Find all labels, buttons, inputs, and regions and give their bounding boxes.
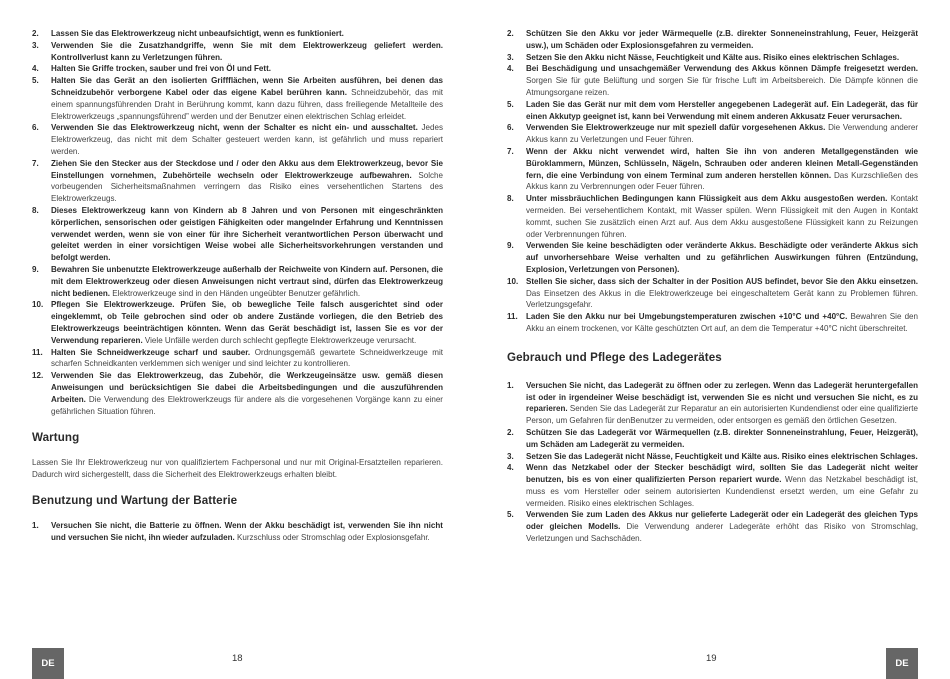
- item-normal-text: Die Verwendung des Elektrowerkzeugs für andere als die vorgesehenen Vorgänge kann zu einer gefährlichen Situation führen.: [51, 394, 443, 416]
- list-item: [507, 509, 918, 544]
- item-normal-text: Ordnungsgemäß gewartete Schneidwerkzeuge mit scharfen Schneidkanten verklemmen sich weniger und sind leichter zu kontrollieren.: [51, 347, 443, 369]
- item-number: 8.: [32, 205, 39, 215]
- language-tab-right: DE: [886, 648, 918, 679]
- left-page: [32, 28, 443, 543]
- item-normal-text: Solche vorbeugenden Sicherheitsmaßnahmen verringern das Risiko eines versehentlichen Startens des Elektrowerkzeugs.: [51, 170, 443, 204]
- list-item: [507, 52, 918, 64]
- wartung-paragraph: Lassen Sie Ihr Elektrowerkzeug nur von qualifiziertem Fachpersonal und nur mit Original-Ersatzteilen reparieren. Dadurch wird sichergestellt, dass die Sicherheit des Elektrowerkzeugs erhalten bleibt.: [32, 458, 443, 480]
- list-item: [32, 299, 443, 346]
- list-item: [507, 146, 918, 193]
- heading-wartung: Wartung: [32, 431, 80, 445]
- list-item: [32, 347, 443, 371]
- item-bold-text: Schützen Sie den Akku vor jeder Wärmequelle (z.B. direkter Sonneneinstrahlung, Feuer, Heizgerät usw.), um Schäden oder Explosionsgefahren zu vermeiden.: [526, 29, 918, 50]
- item-bold-text: Verwenden Sie zum Laden des Akkus nur gelieferte Ladegerät oder ein Ladegerät des gleichen Typs oder gleichen Modells.: [526, 510, 918, 532]
- list-item: [507, 122, 918, 146]
- item-normal-text: Kontakt vermeiden. Bei versehentlichem Kontakt, mit Wasser spülen. Wenn Flüssigkeit mit den Augen in Kontakt kommt, suchen Sie zusätzlich einen Arzt auf. Aus dem Akku ausgestoßene Flüssigkeit kann zu Reizungen oder Verbrennungen führen.: [526, 194, 919, 239]
- item-number: 6.: [32, 123, 39, 133]
- item-number: 10.: [507, 276, 519, 286]
- item-number: 9.: [507, 241, 514, 251]
- item-normal-text: Bewahren Sie den Akku an einem trockenen, vor Kälte geschützten Ort auf, an dem die Temperatur +40°C nicht überschreitet.: [526, 312, 918, 333]
- item-bold-text: Dieses Elektrowerkzeug kann von Kindern ab 8 Jahren und von Personen mit eingeschränkten körperlichen, sensorischen oder geistigen Fähigkeiten oder mangelnder Erfahrung und Kenntnissen verwendet werden, wenn sie von einer für ihre Sicherheit verantwortlichen Person überwacht und geleitet werden in einer vorsichtigen Weise wobei alle Sicherheitsvorkehrungen verstanden und befolgt werden.: [51, 205, 443, 263]
- item-number: 4.: [507, 463, 514, 473]
- charger-list: [507, 380, 918, 545]
- item-bold-text: Pflegen Sie Elektrowerkzeuge. Prüfen Sie, ob bewegliche Teile falsch ausgerichtet sind oder eingeklemmt, ob Teile gebrochen sind oder ob andere Zustände vorliegen, die den Betrieb des Elektrowerkzeugs beeinträchtigen könnten. Wenn das Gerät beschädigt ist, lassen Sie es vor der Verwendung reparieren.: [51, 300, 443, 345]
- item-bold-text: Verwenden Sie die Zusatzhandgriffe, wenn Sie mit dem Elektrowerkzeug geliefert werden. Kontrollverlust kann zu Verletzungen führen.: [51, 40, 443, 62]
- item-bold-text: Verwenden Sie keine beschädigten oder veränderte Akkus. Beschädigte oder veränderte Akkus sich auf unvorhersehbare Weise verhalten und zu gefährlichen Auswirkungen führen (Entzündung, Explosion, Verletzungen von Personen).: [526, 241, 918, 274]
- item-number: 4.: [507, 64, 514, 74]
- item-normal-text: Das Kurzschließen des Akkus kann zu Verbrennungen oder Feuer führen.: [526, 170, 918, 192]
- item-bold-text: Versuchen Sie nicht, das Ladegerät zu öffnen oder zu zerlegen. Wenn das Ladegerät heruntergefallen ist oder in irgendeiner Weise beschädigt ist, verwenden Sie es nicht und versuchen Sie nicht, es zu reparieren.: [526, 380, 918, 414]
- item-bold-text: Ziehen Sie den Stecker aus der Steckdose und / oder den Akku aus dem Elektrowerkzeug, bevor Sie Einstellungen vornehmen, Zubehörteile wechseln oder Elektrowerkzeuge aufbewahren.: [51, 158, 443, 180]
- item-normal-text: Wenn das Netzkabel beschädigt ist, muss es vom Hersteller oder seinem autorisierten Kundendienst ersetzt werden, um eine Gefahr zu vermeiden. Risiko eines elektrischen Schlages.: [526, 475, 918, 508]
- item-number: 9.: [32, 264, 39, 274]
- item-number: 7.: [507, 146, 514, 156]
- list-item: [32, 158, 443, 205]
- list-item: [32, 264, 443, 299]
- list-item: [32, 205, 443, 264]
- item-normal-text: Die Verwendung anderer Akkus kann zu Verletzungen und Feuer führen.: [526, 123, 918, 145]
- list-item: [507, 427, 918, 451]
- item-number: 3.: [507, 451, 514, 461]
- item-number: 5.: [507, 99, 514, 109]
- list-item: [507, 63, 918, 98]
- item-normal-text: Viele Unfälle werden durch schlecht gepflegte Elektrowerkzeuge verursacht.: [142, 335, 417, 345]
- heading-ladegeraet: Gebrauch und Pflege des Ladegerätes: [507, 350, 722, 364]
- item-number: 5.: [32, 76, 39, 86]
- item-normal-text: Das Einsetzen des Akkus in die Elektrowerkzeuge bei eingeschaltetem Gerät kann zu Problemen führen. Verletzungsgefahr.: [526, 288, 918, 310]
- list-item: [32, 520, 443, 544]
- item-number: 11.: [32, 347, 43, 357]
- language-tab-left: DE: [32, 648, 64, 679]
- item-bold-text: Wenn das Netzkabel oder der Stecker beschädigt wird, sollten Sie das Ladegerät nicht weiter benutzen, bis es von einer qualifizierten Person repariert wurde.: [526, 463, 918, 485]
- item-bold-text: Wenn der Akku nicht verwendet wird, halten Sie ihn von anderen Metallgegenständen wie Büroklammern, Münzen, Schlüsseln, Nägeln, Schrauben oder anderen kleinen Metall-Gegenständen fern, die eine Verbindung von einem Terminal zum anderen herstellen können.: [526, 146, 918, 180]
- list-item: [507, 451, 918, 463]
- list-item: [507, 99, 918, 123]
- item-normal-text: Die Verwendung anderer Ladegeräte erhöht das Risiko von Stromschlag, Verletzungen und Sachschäden.: [526, 522, 918, 544]
- item-number: 2.: [32, 29, 39, 38]
- list-item: [32, 40, 443, 64]
- item-bold-text: Bewahren Sie unbenutzte Elektrowerkzeuge außerhalb der Reichweite von Kindern auf. Personen, die mit dem Elektrowerkzeug oder diesen Anweisungen nicht vertraut sind, dürfen das Elektrowerkzeug nicht bedienen.: [51, 264, 443, 298]
- list-item: [507, 380, 918, 427]
- battery-list: [32, 520, 443, 544]
- item-bold-text: Halten Sie Griffe trocken, sauber und frei von Öl und Fett.: [51, 64, 271, 74]
- item-normal-text: Sorgen Sie für gute Belüftung und sorgen Sie für frische Luft im Arbeitsbereich. Die Dämpfe können die Atmungsorgane reizen.: [526, 76, 918, 97]
- item-number: 8.: [507, 194, 514, 204]
- page-number-right: 19: [706, 653, 717, 664]
- list-item: [507, 28, 918, 52]
- right-page: [507, 28, 918, 545]
- item-number: 6.: [507, 123, 514, 133]
- item-number: 4.: [32, 64, 39, 74]
- item-bold-text: Verwenden Sie das Elektrowerkzeug nicht, wenn der Schalter es nicht ein- und ausschaltet.: [51, 123, 418, 133]
- list-item: [507, 462, 918, 509]
- heading-batterie: Benutzung und Wartung der Batterie: [32, 493, 238, 507]
- page-number-left: 18: [232, 653, 243, 664]
- item-bold-text: Unter missbräuchlichen Bedingungen kann Flüssigkeit aus dem Akku ausgestoßen werden.: [526, 194, 888, 204]
- list-item: [32, 122, 443, 157]
- item-number: 11.: [507, 312, 518, 322]
- list-item: [32, 75, 443, 122]
- item-bold-text: Setzen Sie das Ladegerät nicht Nässe, Feuchtigkeit und Kälte aus. Risiko eines elektrischen Schlages.: [526, 451, 918, 461]
- item-bold-text: Halten Sie das Gerät an den isolierten Griffflächen, wenn Sie Arbeiten ausführen, bei denen das Schneidzubehör verborgene Kabel oder das eigene Kabel berühren kann.: [51, 76, 443, 97]
- item-bold-text: Halten Sie Schneidwerkzeuge scharf und sauber.: [51, 347, 251, 357]
- left-safety-list: [32, 28, 443, 417]
- item-number: 3.: [507, 52, 514, 62]
- item-bold-text: Versuchen Sie nicht, die Batterie zu öffnen. Wenn der Akku beschädigt ist, verwenden Sie ihn nicht und versuchen Sie nicht, ihn wieder aufzuladen.: [51, 520, 443, 542]
- item-normal-text: Jedes Elektrowerkzeug, das nicht mit dem Schalter gesteuert werden kann, ist gefährlich und muss repariert werden.: [51, 123, 444, 156]
- item-bold-text: Schützen Sie das Ladegerät vor Wärmequellen (z.B. direkter Sonneneinstrahlung, Feuer, Heizgerät), um Schäden am Ladegerät zu vermeiden.: [526, 427, 918, 449]
- list-item: [507, 311, 918, 335]
- right-battery-list: [507, 28, 918, 335]
- item-number: 1.: [32, 520, 39, 530]
- item-number: 1.: [507, 380, 514, 390]
- list-item: [32, 63, 443, 75]
- list-item: [507, 276, 918, 311]
- item-bold-text: Laden Sie das Gerät nur mit dem vom Hersteller angegebenen Ladegerät auf. Ein Ladegerät, das für einen Akkutyp geeignet ist, kann bei Verwendung mit einem anderen Akkusatz Feuer verursachen.: [526, 99, 918, 121]
- item-normal-text: Kurzschluss oder Stromschlag oder Explosionsgefahr.: [234, 532, 430, 542]
- item-normal-text: Elektrowerkzeuge sind in den Händen ungeübter Benutzer gefährlich.: [110, 288, 361, 298]
- item-number: 2.: [507, 29, 514, 38]
- item-bold-text: Verwenden Sie Elektrowerkzeuge nur mit speziell dafür vorgesehenen Akkus.: [526, 123, 826, 133]
- item-bold-text: Lassen Sie das Elektrowerkzeug nicht unbeaufsichtigt, wenn es funktioniert.: [51, 29, 344, 38]
- item-number: 5.: [507, 510, 514, 520]
- item-bold-text: Setzen Sie den Akku nicht Nässe, Feuchtigkeit und Kälte aus. Risiko eines elektrischen Schlages.: [526, 52, 900, 62]
- list-item: [507, 193, 918, 240]
- item-number: 10.: [32, 300, 44, 310]
- item-bold-text: Laden Sie den Akku nur bei Umgebungstemperaturen zwischen +10°C und +40°C.: [526, 312, 848, 322]
- list-item: [32, 370, 443, 417]
- item-normal-text: Senden Sie das Ladegerät zur Reparatur an ein autorisierten Kundendienst oder eine qualifizierte Person, um Gefahren für denBenutzer zu vermeiden, oder entsorgen es gemäß den örtlichen Gesetzen.: [526, 404, 918, 426]
- item-number: 12.: [32, 371, 44, 381]
- item-bold-text: Verwenden Sie das Elektrowerkzeug, das Zubehör, die Werkzeugeinsätze usw. gemäß diesen Anweisungen und berücksichtigen Sie dabei die Arbeitsbedingungen und die auszuführenden Arbeiten.: [51, 371, 443, 404]
- list-item: [507, 240, 918, 275]
- item-bold-text: Stellen Sie sicher, dass sich der Schalter in der Position AUS befindet, bevor Sie den Akku einsetzen.: [526, 276, 918, 286]
- item-number: 2.: [507, 427, 514, 437]
- item-number: 3.: [32, 40, 39, 50]
- item-number: 7.: [32, 158, 39, 168]
- item-normal-text: Schneidzubehör, das mit einem spannungsführenden Draht in Berührung kommt, kann dazu führen, dass freiliegende Metallteile des Elektrowerkzeugs „spannungsführend” werden und der Benutzer einen elektrischen Schlag erleidet.: [51, 87, 443, 121]
- list-item: [32, 28, 443, 40]
- item-bold-text: Bei Beschädigung und unsachgemäßer Verwendung des Akkus können Dämpfe freigesetzt werden.: [526, 64, 918, 74]
